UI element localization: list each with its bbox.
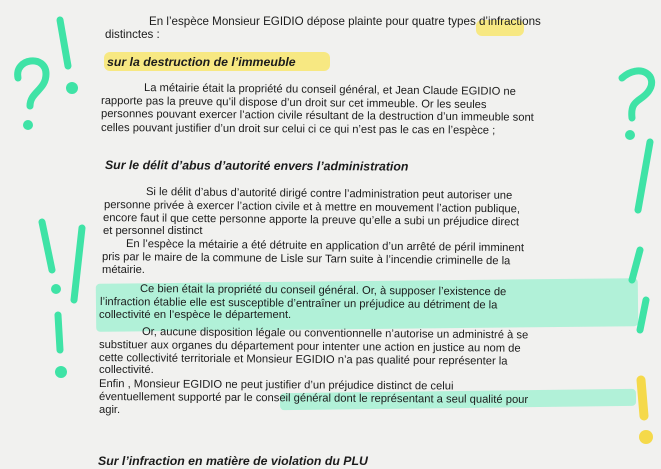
section1-line: celles pouvant justifier d’un droit sur celui ci ce qui n’est pas le cas en l’espèce ; bbox=[100, 122, 496, 137]
section2-line: éventuellement supporté par le conseil général dont le représentant a seul qualité pour bbox=[98, 391, 529, 406]
intro-line-1: En l’espèce Monsieur EGIDIO dépose plainte pour quatre types d’infractions bbox=[149, 15, 541, 28]
intro-line-2: distinctes : bbox=[105, 28, 160, 41]
section1-line: rapporte pas la preuve qu’il dispose d’un droit sur cet immeuble. Or les seules bbox=[100, 95, 487, 112]
dot-icon bbox=[55, 366, 67, 378]
section2-line: Or, aucune disposition légale ou conventionnelle n’autorise un administré à se bbox=[141, 326, 529, 342]
section2-line: Ce bien était la propriété du conseil général. Or, à supposer l’existence de bbox=[139, 283, 507, 299]
section2-line: En l’espèce la métairie a été détruite en application d’un arrêté de péril imminent bbox=[125, 238, 525, 255]
section2-line: l’infraction établie elle est susceptible d’entraîner un préjudice au détriment de la bbox=[99, 296, 498, 312]
section1-heading: sur la destruction de l’immeuble bbox=[107, 55, 296, 69]
section1-line: La métairie était la propriété du conseil général, et Jean Claude EGIDIO ne bbox=[143, 82, 516, 98]
section2-line: collectivité en l’espèce le département. bbox=[99, 309, 292, 321]
section3-heading: Sur l’infraction en matière de violation du PLU bbox=[98, 454, 368, 468]
margin-stroke-icon bbox=[640, 300, 646, 330]
exclamation-mark-icon bbox=[60, 20, 68, 66]
question-mark-icon bbox=[18, 61, 46, 106]
dot-icon bbox=[625, 130, 635, 140]
question-mark-icon bbox=[622, 71, 652, 118]
section2-line: Si le délit d’abus d’autorité dirigé contre l’administration peut autoriser une bbox=[145, 186, 513, 202]
section2-line: substituer aux organes du département pour intenter une action en justice au nom de bbox=[98, 339, 521, 355]
section2-line: métairie. bbox=[102, 264, 145, 276]
dot-icon bbox=[51, 284, 61, 294]
section2-line: cette collectivité territoriale et Monsieur EGIDIO n’a pas qualité pour représenter la bbox=[98, 352, 508, 368]
section2-line: Enfin , Monsieur EGIDIO ne peut justifier d’un préjudice distinct de celui bbox=[98, 378, 454, 393]
yellow-exclamation-icon bbox=[641, 380, 644, 416]
dot-icon bbox=[66, 82, 78, 94]
exclamation-mark-icon bbox=[42, 222, 52, 270]
section2-line: pris par le maire de la commune de Lisle sur Tarn suite à l’incendie criminelle de la bbox=[101, 251, 511, 268]
dot-icon bbox=[23, 120, 33, 130]
section2-line: agir. bbox=[99, 404, 121, 416]
section1-line: personnes pouvant exercer l’action civile résultant de la destruction d’un immeuble sont bbox=[100, 108, 534, 124]
section2-line: encore faut il que cette personne apporte la preuve qu’elle a subi un préjudice direct bbox=[102, 212, 520, 229]
section2-line: et personnel distinct bbox=[103, 225, 203, 237]
exclamation-mark-icon bbox=[58, 315, 60, 350]
section2-line: personne privée à exercer l’action civile et à mettre en mouvement l’action publique, bbox=[103, 199, 521, 216]
exclamation-mark-icon bbox=[638, 142, 650, 210]
margin-bracket-icon bbox=[74, 228, 82, 300]
dot-icon bbox=[639, 430, 653, 444]
section2-line: collectivité. bbox=[99, 364, 154, 376]
margin-stroke-icon bbox=[632, 250, 640, 280]
section2-heading: Sur le délit d’abus d’autorité envers l’administration bbox=[104, 158, 409, 174]
